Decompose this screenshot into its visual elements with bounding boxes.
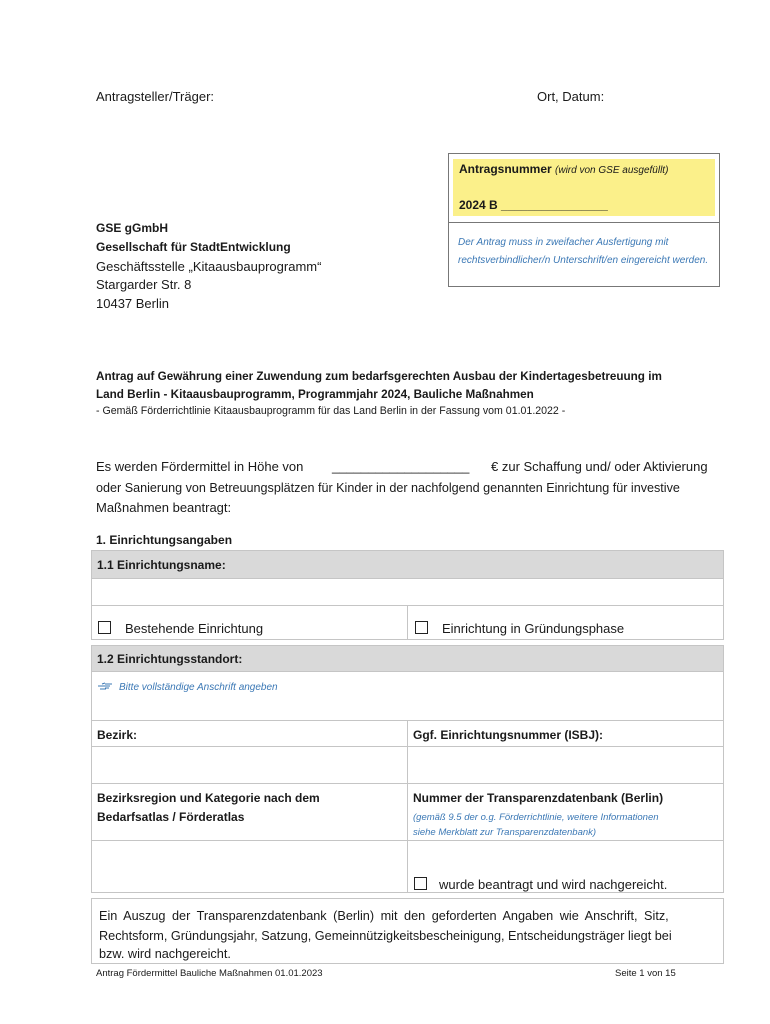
- region-label-cell: [91, 783, 408, 841]
- excerpt-line1: Ein Auszug der Transparenzdatenbank (Berlin) mit den geforderten Angaben wie Anschrift, Sitz,: [99, 909, 669, 923]
- isbj-label: Ggf. Einrichtungsnummer (ISBJ):: [413, 728, 604, 742]
- address-input[interactable]: [91, 671, 724, 721]
- founding-label: Einrichtung in Gründungsphase: [442, 621, 625, 636]
- recipient-street: Stargarder Str. 8: [96, 277, 192, 292]
- name-input[interactable]: [91, 578, 724, 606]
- location-label: 1.2 Einrichtungsstandort:: [97, 652, 243, 666]
- application-number-heading: [459, 162, 668, 176]
- existing-option-cell: [91, 605, 408, 640]
- district-label: Bezirk:: [97, 728, 138, 742]
- application-number-field[interactable]: 2024 B ________________: [459, 198, 608, 212]
- name-label: 1.1 Einrichtungsname:: [97, 558, 226, 572]
- footer-left: Antrag Fördermittel Bauliche Maßnahmen 01.01.2023: [96, 968, 323, 979]
- form-title-line1: Antrag auf Gewährung einer Zuwendung zum bedarfsgerechten Ausbau der Kindertagesbetreuung im: [96, 370, 662, 383]
- intro-line3: Maßnahmen beantragt:: [96, 500, 232, 515]
- amount-field[interactable]: ___________________: [332, 459, 470, 474]
- location-header-row: [91, 645, 724, 672]
- isbj-label-cell: [407, 720, 724, 747]
- recipient-name: GSE gGmbH: [96, 221, 169, 235]
- region-label-line1: Bezirksregion und Kategorie nach dem: [97, 791, 320, 805]
- founding-option-cell: [407, 605, 724, 640]
- transparency-note-line1: (gemäß 9.5 der o.g. Förderrichtlinie, weitere Informationen: [413, 812, 659, 823]
- recipient-city: 10437 Berlin: [96, 296, 169, 311]
- region-input[interactable]: [91, 840, 408, 893]
- applicant-label: Antragsteller/Träger:: [96, 89, 215, 104]
- region-label-line2: Bedarfsatlas / Förderatlas: [97, 810, 245, 824]
- form-subtitle: - Gemäß Förderrichtlinie Kitaausbauprogramm für das Land Berlin in der Fassung vom 01.01.2022 -: [96, 405, 566, 417]
- district-label-cell: [91, 720, 408, 747]
- requested-checkbox[interactable]: [414, 875, 427, 893]
- name-header-row: [91, 550, 724, 579]
- requested-label: wurde beantragt und wird nachgereicht.: [439, 877, 668, 892]
- page-number: Seite 1 von 15: [615, 968, 676, 979]
- excerpt-line3: bzw. wird nachgereicht.: [99, 947, 231, 961]
- intro-part2: € zur Schaffung und/ oder Aktivierung: [491, 459, 708, 474]
- transparency-label-cell: [407, 783, 724, 841]
- transparency-note-line2: siehe Merkblatt zur Transparenzdatenbank): [413, 827, 597, 838]
- existing-label: Bestehende Einrichtung: [125, 621, 264, 636]
- intro-part1: Es werden Fördermittel in Höhe von: [96, 459, 304, 474]
- transparency-label: Nummer der Transparenzdatenbank (Berlin): [413, 791, 664, 805]
- application-number-note: (wird von GSE ausgefüllt): [555, 165, 669, 176]
- isbj-input[interactable]: [407, 746, 724, 784]
- transparency-input[interactable]: [407, 840, 724, 893]
- application-number-label: Antragsnummer: [459, 162, 552, 176]
- intro-line2: oder Sanierung von Betreuungsplätzen für Kinder in der nachfolgend genannten Einrichtung für investive: [96, 481, 680, 495]
- district-input[interactable]: [91, 746, 408, 784]
- section-heading: 1. Einrichtungsangaben: [96, 533, 233, 547]
- place-date-label: Ort, Datum:: [537, 89, 605, 104]
- address-hint: Bitte vollständige Anschrift angeben: [119, 682, 278, 693]
- recipient-org: Gesellschaft für StadtEntwicklung: [96, 240, 291, 254]
- pointing-hand-icon: [97, 678, 113, 696]
- existing-checkbox[interactable]: [98, 619, 111, 637]
- recipient-office: Geschäftsstelle „Kitaausbauprogramm“: [96, 259, 322, 274]
- founding-checkbox[interactable]: [415, 619, 428, 637]
- form-title-line2: Land Berlin - Kitaausbauprogramm, Programmjahr 2024, Bauliche Maßnahmen: [96, 388, 534, 401]
- notice-text: Der Antrag muss in zweifacher Ausfertigung mit rechtsverbindlicher/n Unterschrift/en eingereicht werden.: [458, 237, 709, 266]
- excerpt-line2: Rechtsform, Gründungsjahr, Satzung, Gemeinnützigkeitsbescheinigung, Entscheidungsträger liegt bei: [99, 929, 672, 943]
- excerpt-note: [91, 898, 724, 964]
